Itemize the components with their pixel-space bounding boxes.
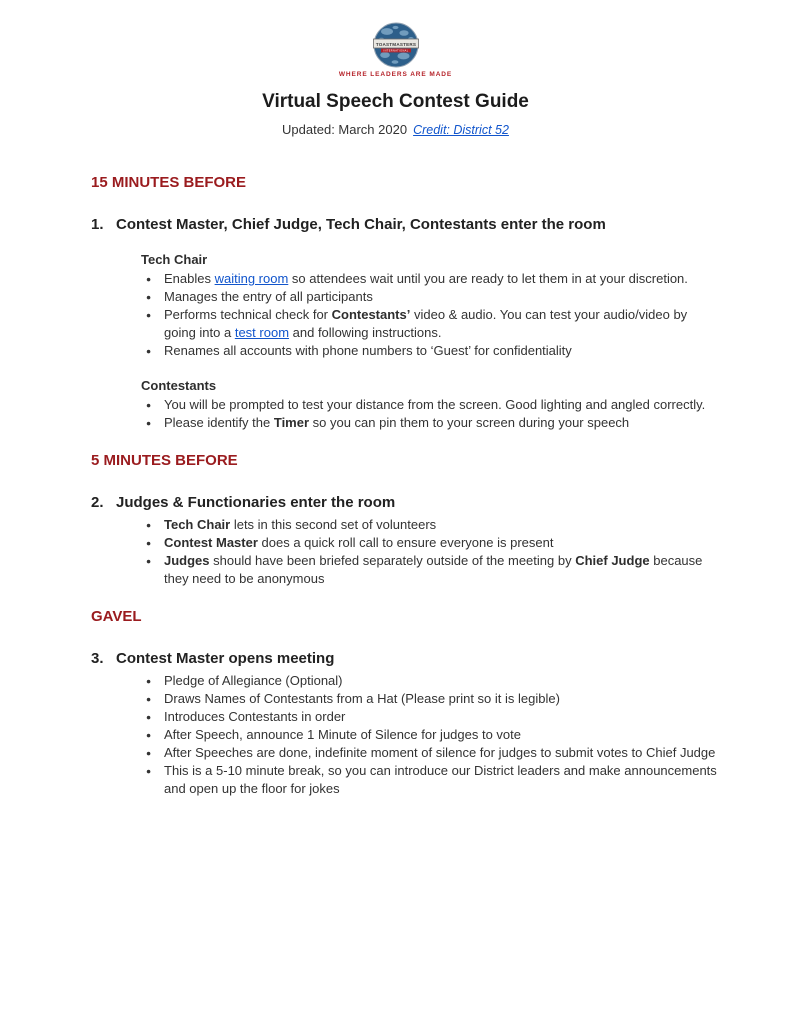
credit-district-52-link[interactable]: Credit: District 52	[413, 123, 509, 137]
text: video & audio. You can test your audio/video by going into a	[164, 307, 688, 340]
section-heading	[91, 216, 751, 234]
bullet-group	[141, 516, 751, 588]
bullet-list	[141, 396, 751, 432]
section-heading	[91, 494, 751, 512]
text: Introduces Contestants in order	[164, 709, 346, 724]
text: You will be prompted to test your distance from the screen. Good lighting and angled correctly.	[164, 397, 706, 412]
text: Renames all accounts with phone numbers to ‘Guest’ for confidentiality	[164, 343, 572, 358]
page-title: Virtual Speech Contest Guide	[262, 91, 529, 112]
bold-text: Timer	[273, 415, 310, 430]
text: Please identify the	[164, 415, 274, 430]
text: This is a 5-10 minute break, so you can introduce our District leaders and make announcements and open up the floor for jokes	[164, 763, 717, 796]
text: so you can pin them to your screen during your speech	[309, 415, 630, 430]
text: After Speeches are done, indefinite moment of silence for judges to submit votes to Chief Judge	[164, 745, 716, 760]
list-item	[164, 726, 720, 744]
bold-text: Judges	[164, 553, 210, 568]
updated-text: Updated: March 2020	[282, 122, 408, 137]
time-heading: 15 MINUTES BEFORE	[91, 174, 247, 191]
section-number: 2.	[91, 494, 104, 511]
bold-text: Contest Master	[164, 535, 258, 550]
list-item	[164, 516, 720, 534]
bullet-list	[141, 672, 751, 798]
text: After Speech, announce 1 Minute of Silence for judges to vote	[164, 727, 522, 742]
list-item	[164, 396, 720, 414]
section-number: 1.	[91, 216, 104, 233]
text: Pledge of Allegiance (Optional)	[164, 673, 343, 688]
list-item	[164, 552, 720, 588]
section-heading-text: Contest Master opens meeting	[116, 650, 335, 667]
list-item	[164, 414, 720, 432]
globe-icon	[373, 22, 419, 68]
group-subheading: Contestants	[141, 378, 217, 393]
group-subheading: Tech Chair	[141, 252, 208, 267]
section-1	[91, 174, 751, 432]
list-item	[164, 306, 720, 342]
list-item	[164, 708, 720, 726]
section-2	[91, 452, 751, 588]
document-body	[0, 174, 791, 798]
list-item	[164, 270, 720, 288]
list-item	[164, 288, 720, 306]
list-item	[164, 690, 720, 708]
section-3	[91, 608, 751, 798]
bullet-list	[141, 270, 751, 360]
section-heading	[91, 650, 751, 668]
logo-tagline: WHERE LEADERS ARE MADE	[338, 71, 453, 78]
logo-band-text: TOASTMASTERS	[375, 41, 416, 47]
text: because they need to be anonymous	[164, 553, 703, 586]
bold-text: Tech Chair	[164, 517, 231, 532]
text: Manages the entry of all participants	[164, 289, 373, 304]
bullet-group	[141, 251, 751, 360]
text: does a quick roll call to ensure everyone is present	[257, 535, 554, 550]
list-item	[164, 762, 720, 798]
toastmasters-logo	[0, 22, 791, 78]
document-header	[0, 0, 791, 137]
list-item	[164, 672, 720, 690]
text: Performs technical check for	[164, 307, 332, 322]
bullet-group	[141, 672, 751, 798]
waiting-room-link[interactable]: waiting room	[214, 271, 289, 286]
test-room-link[interactable]: test room	[234, 325, 290, 340]
time-heading: GAVEL	[91, 608, 142, 625]
bold-text: Chief Judge	[575, 553, 650, 568]
logo-band-subtext: INTERNATIONAL	[382, 49, 409, 53]
bold-text: Contestants’	[331, 307, 411, 322]
text: and following instructions.	[289, 325, 442, 340]
section-heading-text: Contest Master, Chief Judge, Tech Chair, Contestants enter the room	[116, 216, 606, 233]
bullet-group	[141, 377, 751, 432]
section-number: 3.	[91, 650, 104, 667]
time-heading: 5 MINUTES BEFORE	[91, 452, 238, 469]
subtitle-line	[0, 122, 791, 137]
text: Draws Names of Contestants from a Hat (Please print so it is legible)	[164, 691, 560, 706]
list-item	[164, 744, 720, 762]
text: so attendees wait until you are ready to let them in at your discretion.	[288, 271, 688, 286]
text: should have been briefed separately outside of the meeting by	[209, 553, 576, 568]
list-item	[164, 534, 720, 552]
bullet-list	[141, 516, 751, 588]
text: lets in this second set of volunteers	[230, 517, 437, 532]
section-heading-text: Judges & Functionaries enter the room	[116, 494, 396, 511]
list-item	[164, 342, 720, 360]
text: Enables	[164, 271, 215, 286]
